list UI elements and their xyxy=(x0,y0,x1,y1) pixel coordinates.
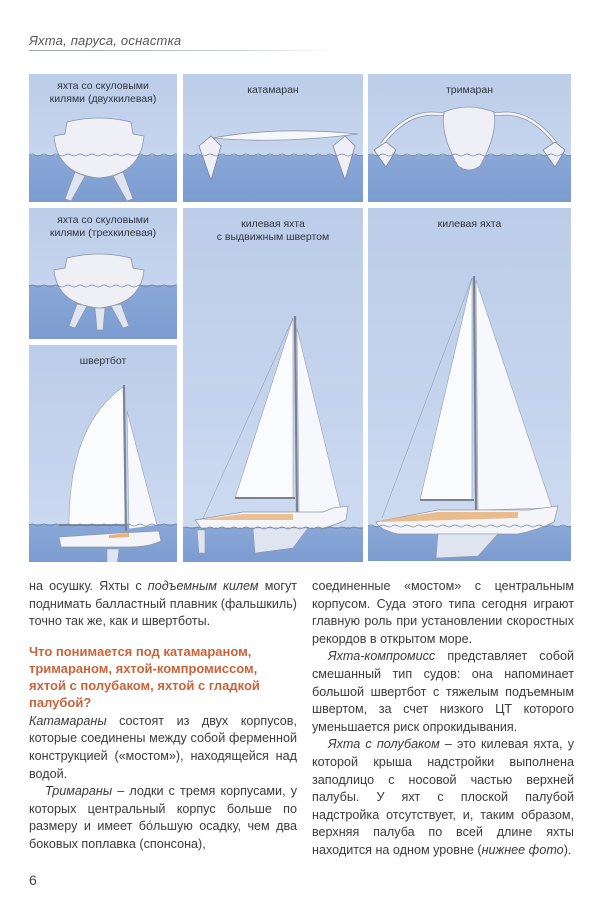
text: состоят из двух корпусов, которые соединены между собой ферменной конструкцией («мостом»), находящейся над водой. xyxy=(29,713,297,781)
paragraph-lifting-keel xyxy=(29,578,297,631)
panel-catamaran xyxy=(183,74,363,202)
page-number: 6 xyxy=(29,872,37,888)
term-trimaran: Тримараны xyxy=(45,784,113,799)
paragraph-compromise-yacht xyxy=(312,648,574,736)
label-line: тримаран xyxy=(445,84,494,96)
trimaran-drawing xyxy=(368,74,571,202)
label-line: килями (трехкилевая) xyxy=(49,227,157,239)
keel-yacht-drawing xyxy=(368,208,571,561)
text: представляет собой смешанный тип судов: она напоминает большой швертбот с тяжелым подъемным швертом, за счет низкого ЦТ которого уменьшается риск опрокидывания. xyxy=(312,649,574,734)
panel-bilge-keel-twin xyxy=(29,74,177,202)
label-line: яхта со скуловыми xyxy=(57,80,149,92)
keel-centreboard-yacht-drawing xyxy=(183,208,363,562)
header-rule xyxy=(29,50,329,51)
paragraph-trimaran xyxy=(29,783,297,853)
running-head: Яхта, паруса, оснастка xyxy=(29,33,182,48)
right-text-column xyxy=(312,578,574,860)
term-lifting-keel: подъемным килем xyxy=(147,579,259,593)
text: ). xyxy=(563,842,572,857)
twin-keel-boat-drawing xyxy=(29,74,177,202)
photo-reference: нижнее фото xyxy=(481,842,564,857)
section-heading: Что понимается под катамараном, тримараном, яхтой-компромиссом, яхтой с полубаком, яхтой с гладкой палубой? xyxy=(29,643,260,710)
label-line: килевая яхта xyxy=(437,218,502,230)
panel-bilge-keel-triple xyxy=(29,208,177,339)
text: – это килевая яхта, у которой крыша надстройки выполнена заподлицо с носовой частью верхней палубы. У яхт с плоской палубой надстройка отсутствует, и, таким образом, верхняя палуба по всей длине яхты находится на одном уровне ( xyxy=(312,737,574,857)
label-line: швертбот xyxy=(79,355,127,367)
label-line: яхта со скуловыми xyxy=(57,214,149,226)
dinghy-drawing xyxy=(29,345,177,562)
label-line: килевая яхта xyxy=(241,218,305,230)
paragraph-catamaran xyxy=(29,713,297,783)
text: – лодки с тремя корпусами, у которых центральный корпус больше по размеру и имеет бóльшую осадку, чем два боковых поплавка (спонсона), xyxy=(29,784,297,851)
label-line: килями (двухкилевая) xyxy=(49,93,157,105)
catamaran-drawing xyxy=(183,74,363,202)
term-half-deck-yacht: Яхта с полубаком xyxy=(328,737,440,752)
panel-keel-yacht-centreboard xyxy=(183,208,363,562)
left-text-column xyxy=(29,578,297,854)
label-line: с выдвижным швертом xyxy=(216,231,330,243)
text: могут поднимать балластный плавник (фальшкиль) точно так же, как и швертботы. xyxy=(29,579,298,629)
panel-keel-yacht xyxy=(368,208,571,561)
paragraph-trimaran-cont: соединенные «мостом» с центральным корпусом. Суда этого типа сегодня играют главную роль при установлении скоростных рекордов в открытом море. xyxy=(312,579,574,646)
text: на осушку. Яхты с xyxy=(29,579,148,593)
panel-trimaran xyxy=(368,74,571,202)
paragraph-half-deck-yacht xyxy=(312,736,574,859)
term-compromise-yacht: Яхта-компромисс xyxy=(328,649,436,664)
term-catamaran: Катамараны xyxy=(29,713,107,728)
panel-dinghy xyxy=(29,345,177,562)
label-line: катамаран xyxy=(247,84,299,96)
triple-keel-boat-drawing xyxy=(29,208,177,339)
